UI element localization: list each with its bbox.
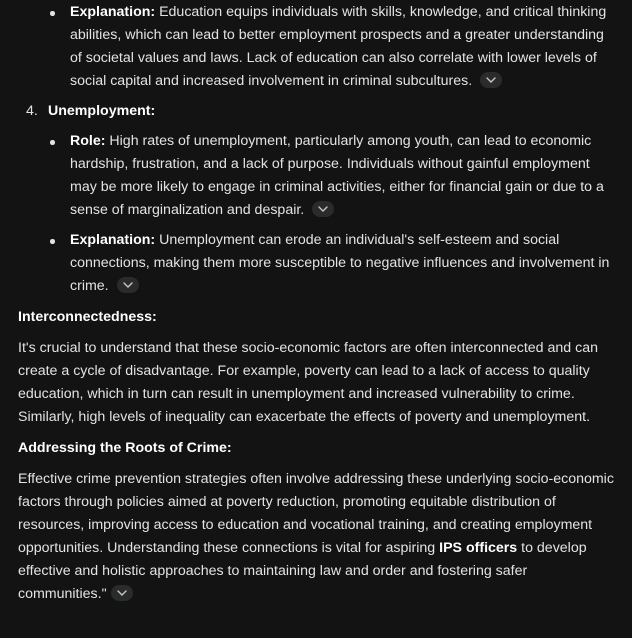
chevron-down-icon bbox=[117, 590, 127, 596]
list-item bbox=[0, 1, 632, 93]
explanation-text: Unemployment can erode an individual's self-esteem and social connections, making them more susceptible to negative influences and involvement in crime. bbox=[70, 232, 610, 294]
chevron-down-icon bbox=[123, 282, 133, 288]
explanation-label: Explanation: bbox=[70, 4, 156, 20]
list-item bbox=[0, 229, 632, 298]
response-content bbox=[0, 1, 632, 606]
chevron-down-icon bbox=[486, 77, 496, 83]
section-heading-interconnectedness: Interconnectedness: bbox=[18, 309, 157, 325]
source-chip-button[interactable] bbox=[480, 72, 502, 88]
section-heading-roots: Addressing the Roots of Crime: bbox=[18, 440, 232, 456]
chevron-down-icon bbox=[318, 206, 328, 212]
role-label: Role: bbox=[70, 133, 106, 149]
ips-officers-bold: IPS officers bbox=[439, 540, 518, 556]
paragraph-interconnectedness: It's crucial to understand that these socio-economic factors are often interconnected and can create a cycle of disadvantage. For example, poverty can lead to a lack of access to quality education, which in turn can result in unemployment and increased vulnerability to crime. Similarly, high levels of inequality can exacerbate the effects of poverty and unemployment. bbox=[18, 340, 598, 425]
explanation-text: Education equips individuals with skills, knowledge, and critical thinking abilities, which can lead to better employment prospects and a greater understanding of societal values and laws. Lack of education can also correlate with lower levels of social capital and increased involvement in criminal subcultures. bbox=[70, 4, 607, 89]
source-chip-button[interactable] bbox=[117, 277, 139, 293]
source-chip-button[interactable] bbox=[312, 201, 334, 217]
unemployment-title: Unemployment: bbox=[48, 103, 156, 119]
explanation-label: Explanation: bbox=[70, 232, 156, 248]
bullet-point bbox=[50, 140, 55, 145]
roots-text-after: to develop effective and holistic approaches to maintaining law and order and fostering safer communities." bbox=[18, 540, 587, 602]
list-number: 4. bbox=[26, 103, 38, 119]
roots-text-before: Effective crime prevention strategies often involve addressing these underlying socio-economic factors through policies aimed at poverty reduction, promoting equitable distribution of resources, improving access to education and vocational training, and creating employment opportunities. Understanding these connections is vital for aspiring bbox=[18, 471, 614, 556]
bullet-point bbox=[50, 239, 55, 244]
source-chip-button[interactable] bbox=[111, 585, 133, 601]
bullet-point bbox=[50, 11, 55, 16]
numbered-item-unemployment bbox=[0, 100, 632, 123]
paragraph-roots bbox=[0, 468, 632, 606]
role-text: High rates of unemployment, particularly among youth, can lead to economic hardship, frustration, and a lack of purpose. Individuals without gainful employment may be more likely to engage in criminal activities, either for financial gain or due to a sense of marginalization and despair. bbox=[70, 133, 604, 218]
list-item bbox=[0, 130, 632, 222]
